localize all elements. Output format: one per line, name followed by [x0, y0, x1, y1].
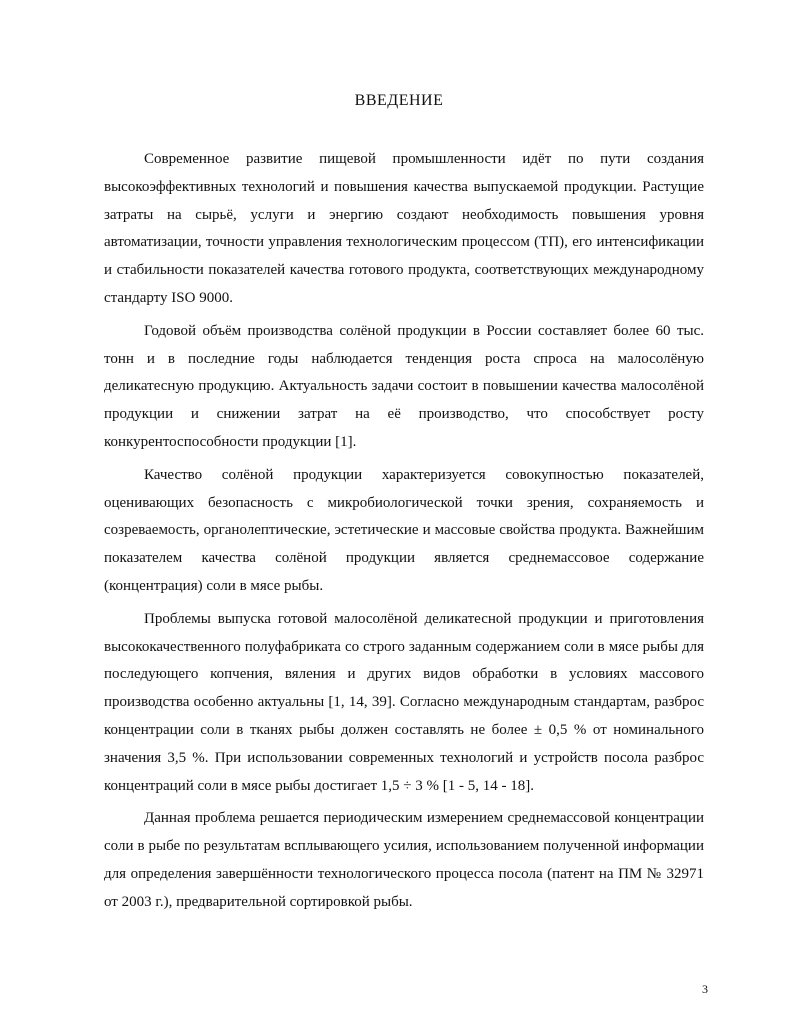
page-number: 3	[702, 982, 708, 996]
paragraph-1: Современное развитие пищевой промышленности идёт по пути создания высокоэффективных технологий и повышения качества выпускаемой продукции. Растущие затраты на сырьё, услуги и энергию создают необходимость повышения уровня автоматизации, точности управления технологическим процессом (ТП), его интенсификации и стабильности показателей качества готового продукта, соответствующих международному стандарту ISO 9000.	[104, 151, 704, 306]
paragraph-4: Проблемы выпуска готовой малосолёной деликатесной продукции и приготовления высококачественного полуфабриката со строго заданным содержанием соли в мясе рыбы для последующего копчения, вяления и других видов обработки в условиях массового производства особенно актуальны [1, 14, 39]. Согласно международным стандартам, разброс концентрации соли в тканях рыбы должен составлять не более ± 0,5 % от номинального значения 3,5 %. При использовании современных технологий и устройств посола разброс концентраций соли в мясе рыбы достигает 1,5 ÷ 3 % [1 - 5, 14 - 18].	[104, 610, 704, 794]
paragraph-3: Качество солёной продукции характеризуется совокупностью показателей, оценивающих безопасность с микробиологической точки зрения, сохраняемость и созреваемость, органолептические, эстетические и массовые свойства продукта. Важнейшим показателем качества солёной продукции является среднемассовое содержание (концентрация) соли в мясе рыбы.	[104, 466, 704, 594]
section-title: ВВЕДЕНИЕ	[354, 92, 444, 109]
paragraph-2: Годовой объём производства солёной продукции в России составляет более 60 тыс. тонн и в последние годы наблюдается тенденция роста спроса на малосолёную деликатесную продукцию. Актуальность задачи состоит в повышении качества малосолёной продукции и снижении затрат на её производство, что способствует росту конкурентоспособности продукции [1].	[104, 322, 704, 450]
body-text	[104, 146, 704, 922]
paragraph-5: Данная проблема решается периодическим измерением среднемассовой концентрации соли в рыбе по результатам всплывающего усилия, использованием полученной информации для определения завершённости технологического процесса посола (патент на ПМ № 32971 от 2003 г.), предварительной сортировкой рыбы.	[104, 810, 704, 910]
